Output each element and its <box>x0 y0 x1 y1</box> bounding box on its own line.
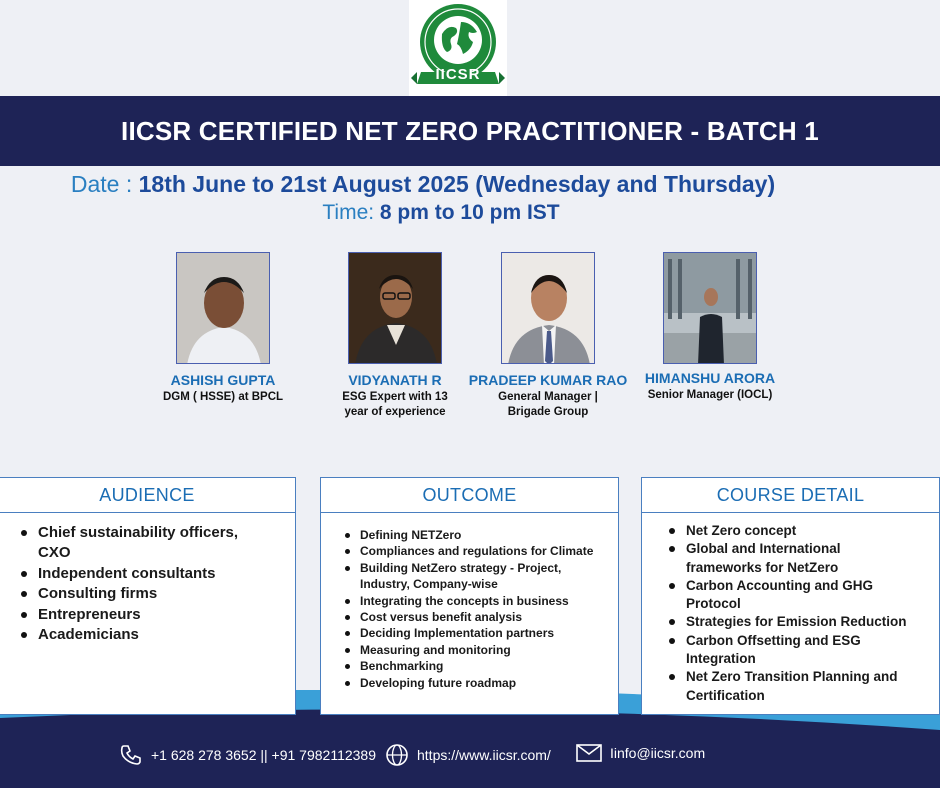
speaker-card <box>625 252 795 403</box>
globe-icon <box>385 743 409 767</box>
footer-email[interactable] <box>576 743 705 763</box>
outcome-list <box>321 513 618 691</box>
speaker-role: ESG Expert with 13 year of experience <box>342 391 448 418</box>
speaker-name: ASHISH GUPTA <box>170 372 276 388</box>
speaker-name: VIDYANATH R <box>348 372 442 388</box>
course-detail-card <box>641 477 940 715</box>
speaker-name: PRADEEP KUMAR RAO <box>468 372 628 388</box>
list-item: Net Zero Transition Planning and Certification <box>669 668 899 705</box>
speaker-photo <box>348 252 442 364</box>
iicsr-logo <box>409 0 507 96</box>
outcome-heading: OUTCOME <box>321 478 618 513</box>
page-title: IICSR CERTIFIED NET ZERO PRACTITIONER - BATCH 1 <box>121 115 819 146</box>
time-value: 8 pm to 10 pm IST <box>379 201 560 224</box>
course-detail-heading: COURSE DETAIL <box>642 478 939 513</box>
audience-heading: AUDIENCE <box>0 478 295 513</box>
list-item: Global and International frameworks for NetZero <box>669 540 869 577</box>
list-item: Consulting firms <box>21 584 295 604</box>
time-label: Time: <box>322 201 380 224</box>
list-item: Strategies for Emission Reduction <box>669 613 939 631</box>
list-item: Deciding Implementation partners <box>345 625 618 641</box>
list-item: Measuring and monitoring <box>345 642 618 658</box>
phone-text: +1 628 278 3652 || +91 7982112389 <box>151 747 377 763</box>
list-item: Cost versus benefit analysis <box>345 609 618 625</box>
list-item: Defining NETZero <box>345 527 618 543</box>
phone-icon <box>119 743 143 767</box>
audience-card <box>0 477 296 715</box>
title-banner <box>0 96 940 166</box>
speaker-role: Senior Manager (IOCL) <box>647 389 773 401</box>
list-item: Entrepreneurs <box>21 605 295 625</box>
list-item: Compliances and regulations for Climate <box>345 543 618 559</box>
date-value: 18th June to 21st August 2025 (Wednesday and Thursday) <box>138 171 776 197</box>
date-line <box>0 171 846 198</box>
mail-icon <box>576 743 602 763</box>
time-line <box>0 201 882 225</box>
audience-list <box>0 513 295 645</box>
list-item: Independent consultants <box>21 564 295 584</box>
list-item: Integrating the concepts in business <box>345 593 618 609</box>
speaker-photo <box>176 252 270 364</box>
speaker-card <box>463 252 633 420</box>
course-detail-list <box>642 513 939 705</box>
speaker-card <box>138 252 308 405</box>
footer-website[interactable] <box>385 743 551 767</box>
website-link[interactable]: https://www.iicsr.com/ <box>417 747 551 763</box>
speaker-photo <box>501 252 595 364</box>
speaker-name: HIMANSHU ARORA <box>644 370 776 386</box>
footer-phone[interactable] <box>119 743 376 767</box>
speaker-card <box>310 252 480 420</box>
list-item: Chief sustainability officers, CXO <box>21 523 251 564</box>
list-item: Developing future roadmap <box>345 675 618 691</box>
outcome-card <box>320 477 619 715</box>
list-item: Carbon Accounting and GHG Protocol <box>669 577 889 614</box>
date-label: Date : <box>70 171 139 197</box>
list-item: Building NetZero strategy - Project, Industry, Company-wise <box>345 560 575 593</box>
email-link[interactable]: Iinfo@iicsr.com <box>610 745 706 761</box>
speaker-photo <box>663 252 757 364</box>
list-item: Net Zero concept <box>669 522 939 540</box>
list-item: Carbon Offsetting and ESG Integration <box>669 632 879 669</box>
list-item: Benchmarking <box>345 658 618 674</box>
speaker-role: General Manager | Brigade Group <box>498 391 598 418</box>
speaker-role: DGM ( HSSE) at BPCL <box>162 391 284 403</box>
logo-text: IICSR <box>435 66 481 83</box>
list-item: Academicians <box>21 625 295 645</box>
